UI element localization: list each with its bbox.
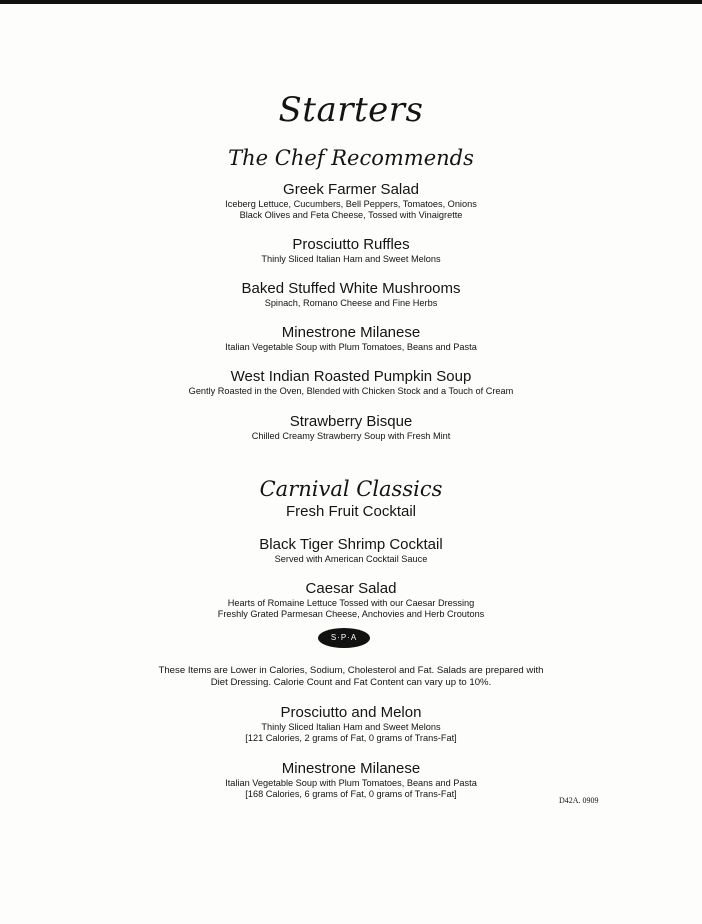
item-name: Baked Stuffed White Mushrooms [241, 280, 461, 297]
menu-item [0, 704, 702, 744]
item-desc: Hearts of Romaine Lettuce Tossed with our Caesar Dressing [227, 598, 475, 608]
top-border [0, 0, 702, 4]
item-desc: Italian Vegetable Soup with Plum Tomatoes, Beans and Pasta [225, 342, 477, 352]
menu-item [0, 181, 702, 221]
menu-item [0, 280, 702, 309]
item-desc: Served with American Cocktail Sauce [274, 554, 428, 564]
menu-item [0, 503, 702, 521]
item-name: Prosciutto and Melon [280, 704, 422, 721]
menu-item [0, 580, 702, 620]
spa-note [0, 665, 702, 689]
section-title-chef: The Chef Recommends [228, 146, 474, 170]
item-desc: Black Olives and Feta Cheese, Tossed with Vinaigrette [239, 210, 463, 220]
menu-item [0, 413, 702, 442]
item-name: Prosciutto Ruffles [292, 236, 410, 253]
item-name: Fresh Fruit Cocktail [285, 503, 417, 520]
item-desc: [168 Calories, 6 grams of Fat, 0 grams of Trans-Fat] [245, 789, 457, 799]
page-title: Starters [278, 90, 424, 130]
item-desc: Gently Roasted in the Oven, Blended with Chicken Stock and a Touch of Cream [188, 386, 514, 396]
item-name: Strawberry Bisque [289, 413, 413, 430]
item-desc: Chilled Creamy Strawberry Soup with Fresh Mint [251, 431, 451, 441]
item-name: Black Tiger Shrimp Cocktail [259, 536, 443, 553]
item-name: Minestrone Milanese [281, 760, 421, 777]
item-desc: Italian Vegetable Soup with Plum Tomatoes, Beans and Pasta [225, 778, 477, 788]
item-desc: Iceberg Lettuce, Cucumbers, Bell Peppers, Tomatoes, Onions [225, 199, 477, 209]
item-name: Caesar Salad [305, 580, 397, 597]
item-desc: [121 Calories, 2 grams of Fat, 0 grams of Trans-Fat] [245, 733, 457, 743]
item-desc: Spinach, Romano Cheese and Fine Herbs [264, 298, 438, 308]
item-name: Minestrone Milanese [281, 324, 421, 341]
section-title-classics: Carnival Classics [259, 477, 443, 501]
item-desc: Thinly Sliced Italian Ham and Sweet Melons [261, 254, 441, 264]
menu-item [0, 368, 702, 397]
menu-item [0, 760, 702, 800]
item-name: Greek Farmer Salad [283, 181, 419, 198]
note-line: Diet Dressing. Calorie Count and Fat Content can vary up to 10%. [210, 677, 492, 688]
item-desc: Thinly Sliced Italian Ham and Sweet Melons [261, 722, 441, 732]
spa-logo: S·P·A [318, 628, 370, 648]
document-code: D42A. 0909 [559, 796, 599, 805]
menu-item [0, 536, 702, 565]
menu-item [0, 236, 702, 265]
item-desc: Freshly Grated Parmesan Cheese, Anchovies and Herb Croutons [217, 609, 485, 619]
note-line: These Items are Lower in Calories, Sodium, Cholesterol and Fat. Salads are prepared with [158, 665, 544, 676]
menu-item [0, 324, 702, 353]
item-name: West Indian Roasted Pumpkin Soup [230, 368, 472, 385]
